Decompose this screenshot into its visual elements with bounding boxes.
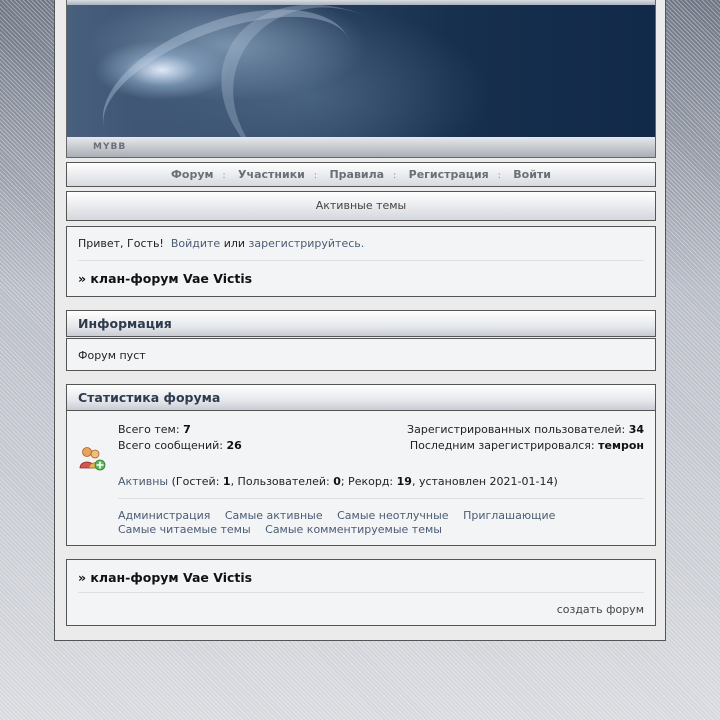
link-inviters[interactable]: Приглашающие (463, 509, 556, 522)
nav-separator: : (313, 171, 317, 181)
info-section-body (66, 338, 656, 371)
register-link[interactable]: зарегистрируйтесь. (248, 237, 365, 250)
stats-section-body (66, 410, 656, 546)
header-bottom-bar (67, 137, 655, 157)
nav-separator: : (497, 171, 501, 181)
divider (118, 498, 644, 499)
divider (78, 592, 644, 593)
last-registered (410, 439, 644, 452)
registered-value: 34 (628, 423, 644, 436)
link-most-present[interactable]: Самые неотлучные (337, 509, 449, 522)
info-text: Форум пуст (78, 349, 146, 362)
record-label: ; Рекорд: (340, 475, 394, 488)
footer-breadcrumb[interactable]: » клан-форум Vae Victis (78, 570, 253, 585)
page-wrapper (54, 0, 666, 641)
link-administration[interactable]: Администрация (118, 509, 211, 522)
nav-login[interactable]: Войти (513, 168, 552, 181)
online-stats (118, 475, 558, 488)
nav-forum[interactable]: Форум (170, 168, 214, 181)
nav-separator: : (393, 171, 397, 181)
stats-links-row-2 (118, 523, 442, 536)
nav-register[interactable]: Регистрация (408, 168, 489, 181)
users-value: 0 (333, 475, 341, 488)
info-section-header (66, 310, 656, 337)
registered-label: Зарегистрированных пользователей: (407, 423, 626, 436)
or-text: или (223, 237, 246, 250)
stats-title: Статистика форума (78, 390, 221, 405)
guest-greeting (78, 237, 364, 250)
link-most-active[interactable]: Самые активные (224, 509, 323, 522)
stats-links-row-1 (118, 509, 555, 522)
active-topics-bar[interactable] (66, 191, 656, 221)
record-date: , установлен 2021-01-14) (411, 475, 558, 488)
main-navigation (66, 162, 656, 187)
link-most-read-topics[interactable]: Самые читаемые темы (118, 523, 251, 536)
nav-members[interactable]: Участники (238, 168, 305, 181)
total-topics (118, 423, 191, 436)
create-forum-link[interactable]: создать форум (556, 603, 644, 616)
breadcrumb[interactable]: » клан-форум Vae Victis (78, 271, 253, 286)
active-topics-link[interactable]: Активные темы (315, 199, 407, 212)
topics-value: 7 (183, 423, 191, 436)
posts-value: 26 (226, 439, 242, 452)
topics-label: Всего тем: (118, 423, 180, 436)
registered-users (407, 423, 644, 436)
posts-label: Всего сообщений: (118, 439, 223, 452)
guests-label: (Гостей: (171, 475, 220, 488)
login-link[interactable]: Войдите (170, 237, 221, 250)
info-title: Информация (78, 316, 172, 331)
active-users-link[interactable]: Активны (118, 475, 169, 488)
users-icon (78, 444, 106, 472)
forum-header (66, 0, 656, 158)
total-posts (118, 439, 242, 452)
last-registered-user[interactable]: темрон (598, 439, 644, 452)
link-most-commented-topics[interactable]: Самые комментируемые темы (265, 523, 442, 536)
nav-rules[interactable]: Правила (329, 168, 385, 181)
users-label: , Пользователей: (230, 475, 330, 488)
guests-value: 1 (222, 475, 231, 488)
greeting-text: Привет, Гость! (78, 237, 164, 250)
stats-section-header (66, 384, 656, 411)
mybb-logo[interactable]: MYBB (93, 142, 127, 152)
welcome-box (66, 226, 656, 297)
last-registered-label: Последним зарегистрировался: (409, 439, 595, 452)
nav-separator: : (222, 171, 226, 181)
record-value: 19 (396, 475, 412, 488)
footer-box (66, 559, 656, 626)
divider (78, 260, 644, 261)
